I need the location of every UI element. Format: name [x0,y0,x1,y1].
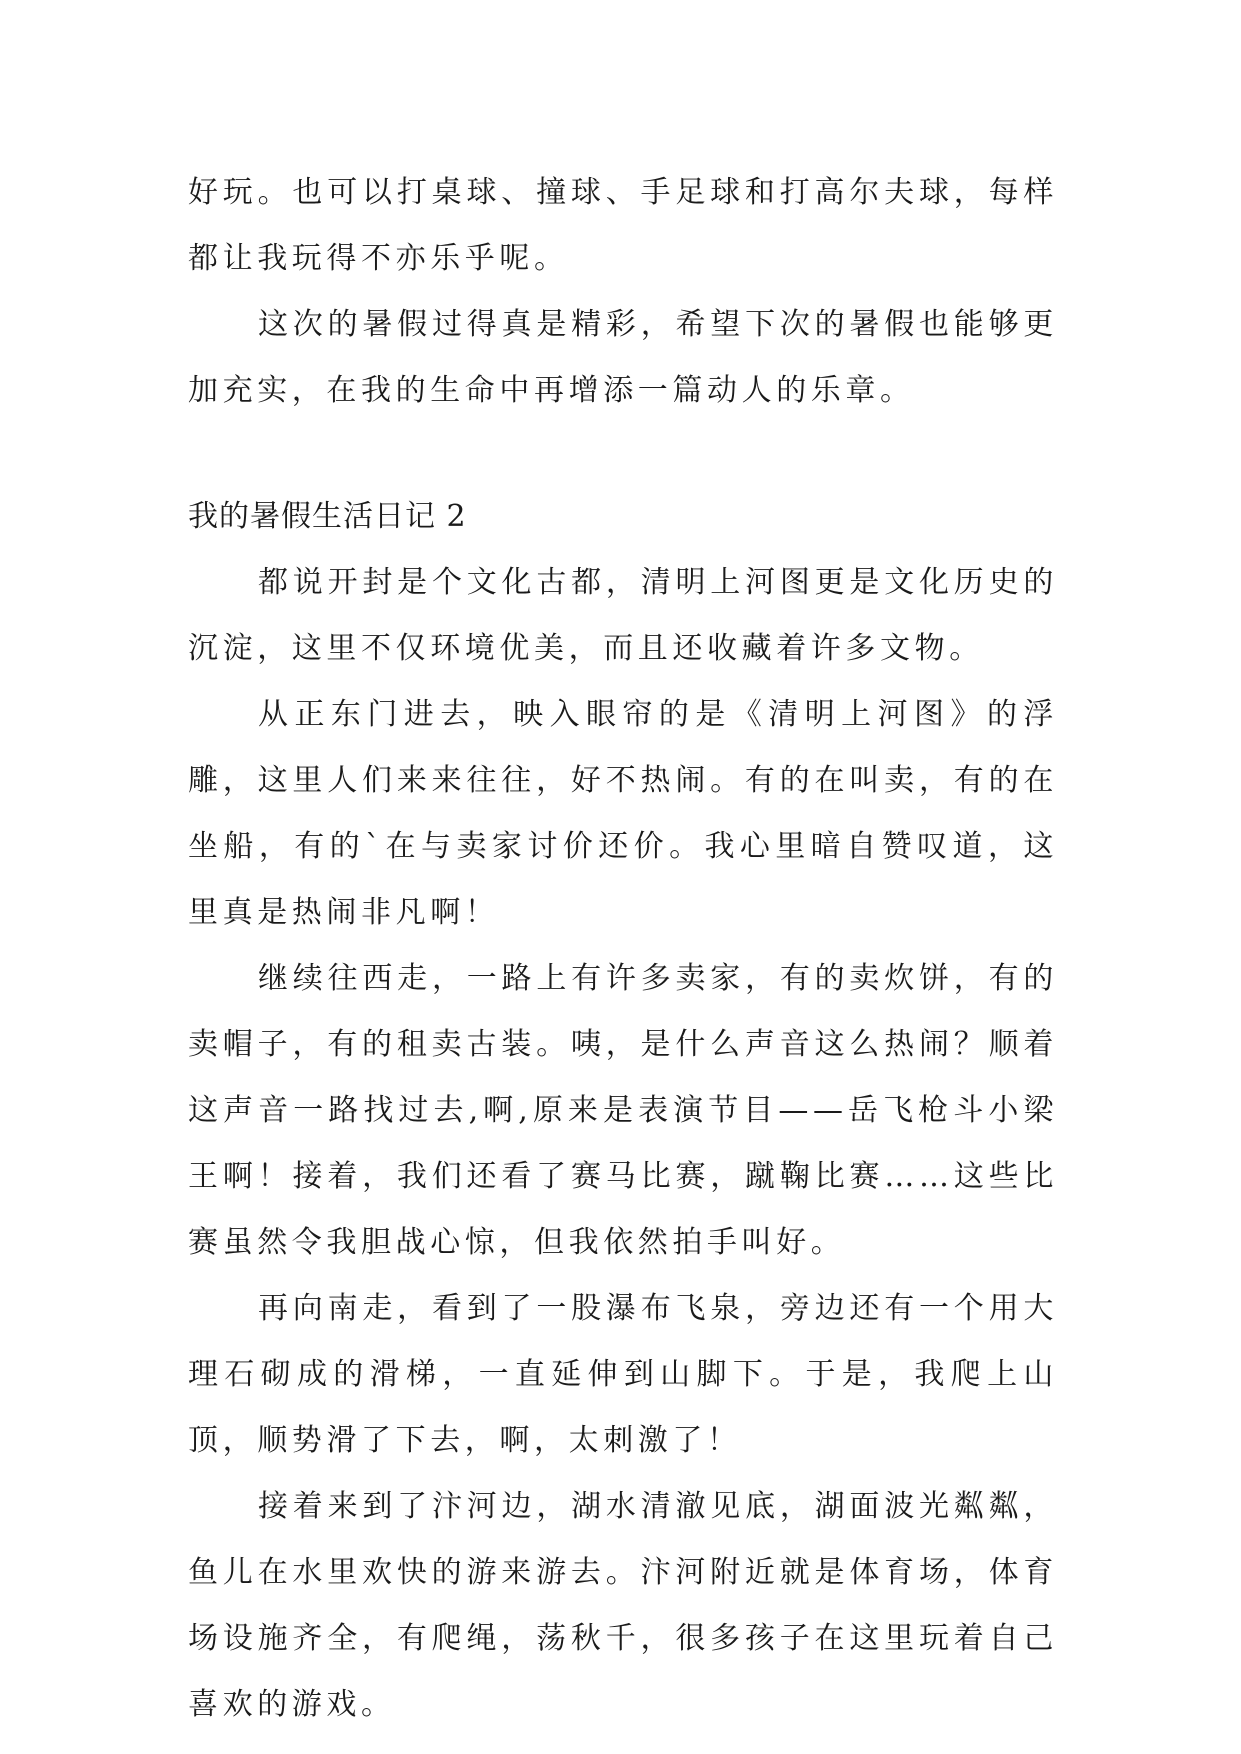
document-page [188,160,1058,1738]
section-title: 我的暑假生活日记 2 [188,499,467,534]
closing-paragraph: 这次的暑假过得真是精彩，希望下次的暑假也能够更加充实，在我的生命中再增添一篇动人的乐章。 [188,307,1058,408]
body-paragraph: 接着来到了汴河边，湖水清澈见底，湖面波光粼粼，鱼儿在水里欢快的游来游去。汴河附近就是体育场，体育场设施齐全，有爬绳，荡秋千，很多孩子在这里玩着自己喜欢的游戏。 [188,1489,1058,1722]
continued-paragraph: 好玩。也可以打桌球、撞球、手足球和打高尔夫球，每样都让我玩得不亦乐乎呢。 [188,175,1058,276]
body-paragraph: 继续往西走，一路上有许多卖家，有的卖炊饼，有的卖帽子，有的租卖古装。咦，是什么声音这么热闹？顺着这声音一路找过去,啊,原来是表演节目——岳飞枪斗小梁王啊！接着，我们还看了赛马比赛，蹴鞠比赛……这些比赛虽然令我胆战心惊，但我依然拍手叫好。 [188,961,1058,1260]
section-spacer [188,424,1058,484]
body-paragraph: 再向南走，看到了一股瀑布飞泉，旁边还有一个用大理石砌成的滑梯，一直延伸到山脚下。于是，我爬上山顶，顺势滑了下去，啊，太刺激了！ [188,1291,1058,1458]
body-paragraph: 从正东门进去，映入眼帘的是《清明上河图》的浮雕，这里人们来来往往，好不热闹。有的在叫卖，有的在坐船，有的`在与卖家讨价还价。我心里暗自赞叹道，这里真是热闹非凡啊！ [188,697,1058,930]
body-paragraph: 都说开封是个文化古都，清明上河图更是文化历史的沉淀，这里不仅环境优美，而且还收藏着许多文物。 [188,565,1058,666]
